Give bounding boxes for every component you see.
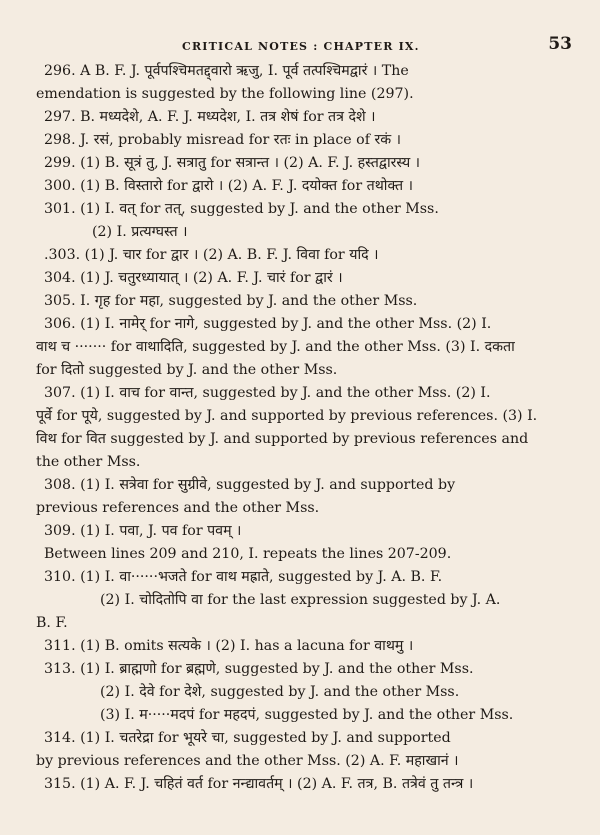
note-line: 309. (1) I. पवा, J. पव for पवम् । — [44, 523, 242, 539]
note-line: previous references and the other Mss. — [36, 500, 320, 516]
note-line: 314. (1) I. चतरेद्रा for भूयरे चा, suggested by J. and supported — [44, 730, 451, 746]
note-line: 300. (1) B. विस्तारो for द्वारो । (2) A. F. J. दयोक्त for तथोक्त । — [44, 178, 414, 194]
note-line: 298. J. रसं, probably misread for रतः in place of रकं । — [44, 132, 402, 148]
note-line: (2) I. देवे for देशे, suggested by J. and the other Mss. — [100, 684, 460, 700]
note-line: for दितो suggested by J. and the other Mss. — [36, 362, 338, 378]
page-header — [36, 30, 580, 60]
note-line: 297. B. मध्यदेशे, A. F. J. मध्यदेश, I. तत्र शेषं for तत्र देशे । — [44, 109, 376, 125]
note-line: (2) I. चोदितोपि वा for the last expression suggested by J. A. — [100, 592, 501, 608]
note-line: by previous references and the other Mss. (2) A. F. महाखानं । — [36, 753, 459, 769]
note-line: 305. I. गृह for महा, suggested by J. and the other Mss. — [44, 293, 418, 309]
critical-notes-list — [36, 60, 580, 796]
note-line: (2) I. प्रत्यग्घस्त । — [92, 224, 188, 240]
note-line: emendation is suggested by the following line (297). — [36, 86, 414, 102]
note-line: वाथ च ······· for वाथादिति, suggested by J. and the other Mss. (3) I. दकता — [36, 339, 515, 355]
page-number: 53 — [548, 34, 572, 54]
note-line: 313. (1) I. ब्राह्मणो for ब्रह्मणे, suggested by J. and the other Mss. — [44, 661, 474, 677]
note-line: the other Mss. — [36, 454, 141, 470]
note-line: 308. (1) I. सत्रेवा for सुग्रीवे, suggested by J. and supported by — [44, 477, 456, 493]
note-line: (3) I. म·····मदपं for महदपं, suggested by J. and the other Mss. — [100, 707, 514, 723]
running-title: CRITICAL NOTES : CHAPTER IX. — [182, 40, 420, 53]
note-line: विथ for वित suggested by J. and supported by previous references and — [36, 431, 529, 447]
note-line: .303. (1) J. चार for द्वार । (2) A. B. F. J. विवा for यदि । — [44, 247, 379, 263]
note-line: पूर्वे for पूये, suggested by J. and supported by previous references. (3) I. — [36, 408, 538, 424]
note-line: 311. (1) B. omits सत्यके । (2) I. has a lacuna for वाथमु । — [44, 638, 414, 654]
note-line: 315. (1) A. F. J. चहितं वर्त for नन्द्यावर्तम् । (2) A. F. तत्र, B. तत्रेवं तु तन्त्र । — [44, 776, 474, 792]
note-line: 304. (1) J. चतुरध्यायात् । (2) A. F. J. चारं for द्वारं । — [44, 270, 343, 286]
note-line: 299. (1) B. सूत्रं तु, J. सत्रातु for सत्रान्त । (2) A. F. J. हस्तद्वारस्य । — [44, 155, 421, 171]
note-line: Between lines 209 and 210, I. repeats the lines 207-209. — [44, 546, 452, 562]
note-line: 310. (1) I. वा······भजते for वाथ मह्राते, suggested by J. A. B. F. — [44, 569, 443, 585]
note-line: 306. (1) I. नामेर् for नागे, suggested by J. and the other Mss. (2) I. — [44, 316, 492, 332]
note-line: 296. A B. F. J. पूर्वपश्चिमतद्द्वारो ऋजु, I. पूर्व तत्पश्चिमद्वारं । The — [44, 63, 409, 79]
note-line: 301. (1) I. वत् for तत्, suggested by J. and the other Mss. — [44, 201, 439, 217]
note-line: B. F. — [36, 615, 68, 631]
note-line: 307. (1) I. वाच for वान्त, suggested by J. and the other Mss. (2) I. — [44, 385, 491, 401]
